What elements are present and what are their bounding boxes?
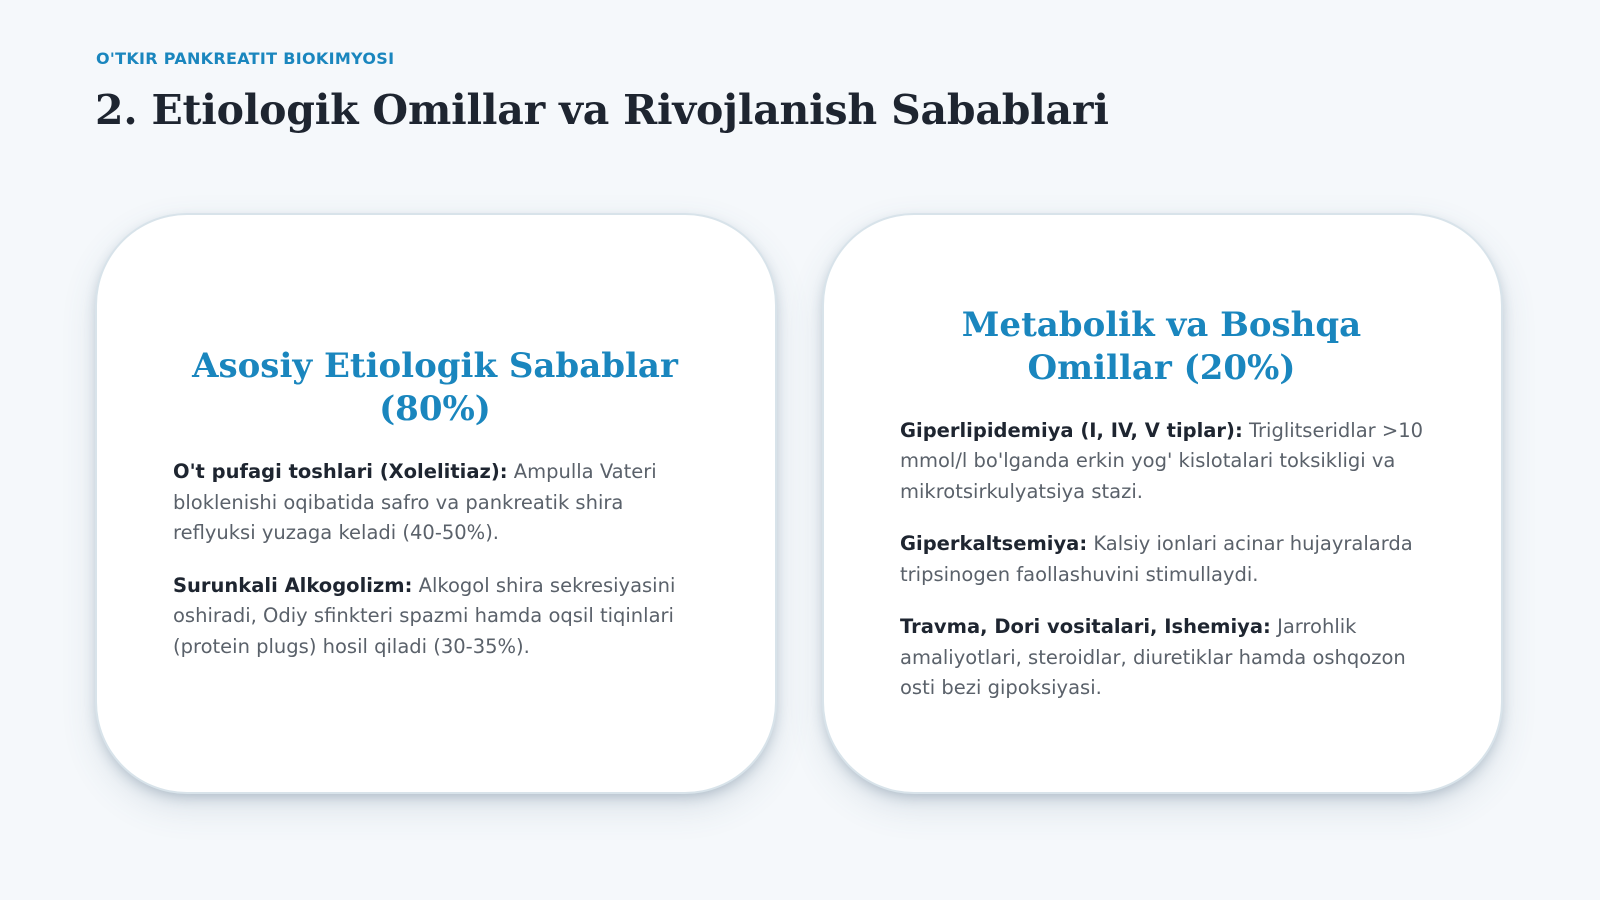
list-item-trauma-drugs-ischemia (900, 612, 1423, 704)
item-lead: Giperlipidemiya (I, IV, V tiplar): (900, 418, 1243, 442)
item-text: Jarrohlik amaliyotlari, steroidlar, diuretiklar hamda oshqozon osti bezi gipoksiyasi. (900, 615, 1406, 699)
item-text: Alkogol shira sekresiyasini oshiradi, Odiy sfinkteri spazmi hamda oqsil tiqinlari (protein plugs) hosil qiladi (30-35%). (173, 573, 676, 658)
item-text: Triglitseridlar >10 mmol/l bo'lganda erkin yog' kislotalari toksikligi va mikrotsirkulyatsiya stazi. (900, 418, 1424, 503)
item-lead: O't pufagi toshlari (Xolelitiaz): (173, 460, 508, 483)
page-title: 2. Etiologik Omillar va Rivojlanish Sabablari (95, 86, 1109, 134)
item-lead: Surunkali Alkogolizm: (173, 573, 413, 597)
item-text: Kalsiy ionlari acinar hujayralarda tripsinogen faollashuvini stimullaydi. (900, 532, 1413, 586)
list-item-alcoholism (173, 571, 697, 663)
card-main-causes (97, 215, 775, 792)
list-item-hypercalcemia (900, 529, 1423, 590)
card-metabolic-factors (824, 215, 1501, 792)
item-lead: Giperkaltsemiya: (900, 532, 1088, 555)
list-item-hyperlipidemia (900, 416, 1423, 508)
item-lead: Travma, Dori vositalari, Ishemiya: (900, 615, 1271, 638)
card-title: Metabolik va Boshqa Omillar (20%) (961, 304, 1362, 388)
section-kicker: O'TKIR PANKREATIT BIOKIMYOSI (96, 49, 395, 68)
card-title: Asosiy Etiologik Sabablar (80%) (192, 346, 678, 429)
list-item-gallstones (173, 457, 697, 549)
item-text: Ampulla Vateri bloklenishi oqibatida safro va pankreatik shira reflyuksi yuzaga keladi (40-50%). (173, 460, 657, 544)
